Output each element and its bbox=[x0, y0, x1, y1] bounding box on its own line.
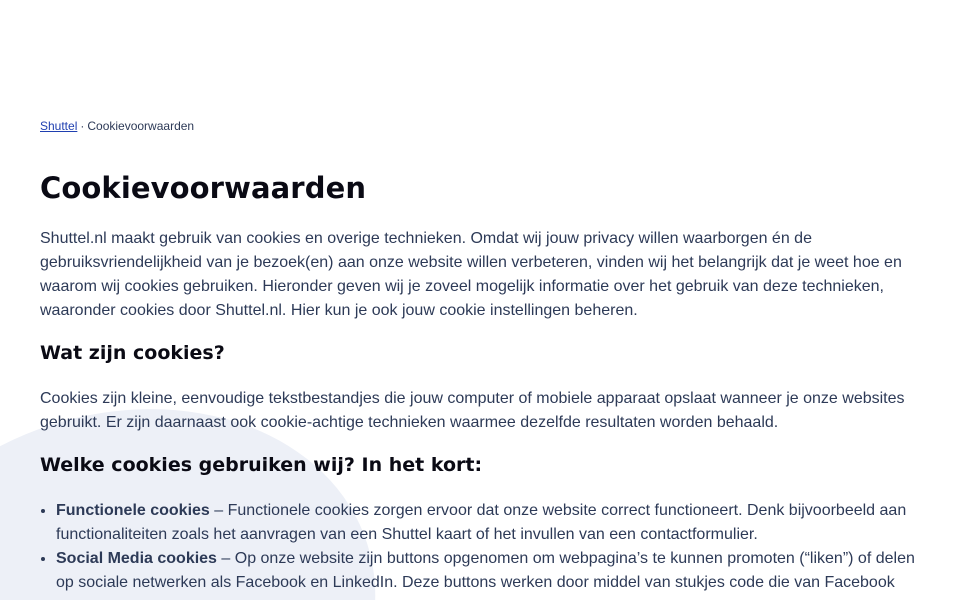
list-item bbox=[56, 499, 929, 547]
what-are-cookies-paragraph: Cookies zijn kleine, eenvoudige tekstbestandjes die jouw computer of mobiele apparaat opslaat wanneer je onze websites gebruikt. Er zijn daarnaast ook cookie-achtige technieken waarmee dezelfde resultaten worden behaald. bbox=[40, 390, 905, 431]
section-heading-which-cookies: Welke cookies gebruiken wij? In het kort: bbox=[40, 454, 483, 476]
cookie-type-term: Functionele cookies bbox=[56, 502, 210, 519]
intro-paragraph: Shuttel.nl maakt gebruik van cookies en overige technieken. Omdat wij jouw privacy willen waarborgen én de gebruiksvriendelijkheid van je bezoek(en) aan onze website willen verbeteren, vinden wij het belangrijk dat je weet hoe en waarom wij cookies gebruiken. Hieronder geven wij je zoveel mogelijk informatie over het gebruik van deze technieken, waaronder cookies door Shuttel.nl. Hier kun je ook jouw cookie instellingen beheren. bbox=[40, 230, 902, 319]
list-item bbox=[56, 547, 929, 595]
cookie-type-term: Social Media cookies bbox=[56, 550, 217, 567]
cookie-type-description: – Op onze website zijn buttons opgenomen om webpagina’s te kunnen promoten (“liken”) of delen op sociale netwerken als Facebook en LinkedIn. Deze buttons werken door middel van stukjes code die van Facebook bbox=[56, 550, 915, 591]
breadcrumb-home-link[interactable]: Shuttel bbox=[40, 119, 78, 133]
cookie-types-list bbox=[40, 499, 929, 595]
breadcrumb-separator: · bbox=[80, 119, 85, 133]
page-title: Cookievoorwaarden bbox=[40, 171, 367, 205]
section-heading-what-are-cookies: Wat zijn cookies? bbox=[40, 342, 225, 364]
breadcrumb-current: Cookievoorwaarden bbox=[87, 119, 195, 133]
breadcrumb bbox=[40, 118, 194, 134]
cookie-type-description: – Functionele cookies zorgen ervoor dat onze website correct functioneert. Denk bijvoorbeeld aan functionaliteiten zoals het aanvragen van een Shuttel kaart of het invullen van een contactformulier. bbox=[56, 502, 907, 543]
